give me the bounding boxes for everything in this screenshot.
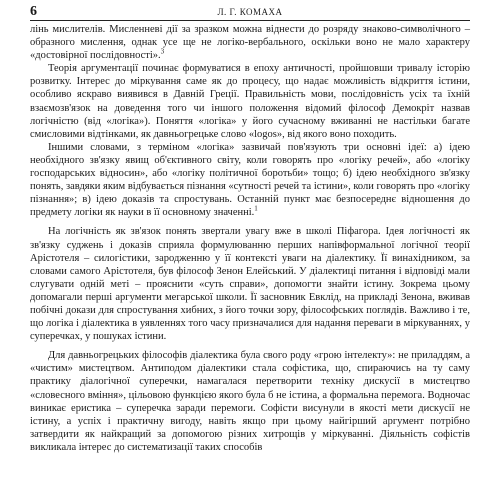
paragraph-text: Іншими словами, з терміном «логіка» зазвичай пов'язують три основні ідеї: а) ідею необхідного зв'язку явищ об'єктивного світу, коли говорять про «логіку речей», або «логіку господарських відносин», або «логіку політичної боротьби» тощо; б) ідею необхідного зв'язку понять, завдяки яким відбувається пізнання «сутності речей та істини», коли говорять про «логіку пізнання»; в) ідею доказів та спростувань. Останній пункт має безпосереднє відношення до предмету логіки як науки в її основному значенні. <box>30 141 470 219</box>
paragraph-text: На логічність як зв'язок понять звертали увагу вже в школі Піфагора. Ідея логічності як зв'язку суджень і доказів сприяла формулюванню перших напівформальної логічної теорії Арістотеля – силогістики, зародженню у її контексті уваги на діалектику. Її винахідником, за словами самого Арістотеля, був філософ Зенон Елейський. У діалектиці питання і відповіді мали слугувати одній меті – прояснити «суть справи», допомогти знайти істину. Зокрема цьому допомагали перші аргументи мегарської школи. Її засновник Евклід, на прикладі Зенона, вживав побічні докази для спростування хибних, з його точки зору, філософських поглядів. Важливо і те, що логіка і діалектика в уявленнях того часу призначалися для надання переваги в міркуваннях, у суперечках, у пошуках істини. <box>30 226 470 343</box>
paragraph <box>30 349 470 454</box>
paragraph <box>30 62 470 141</box>
paragraph <box>30 225 470 343</box>
footnote-marker: 1 <box>254 204 258 213</box>
page-header <box>30 4 470 21</box>
paragraph-continued <box>30 23 470 62</box>
page-number: 6 <box>30 4 37 19</box>
footnote-marker: 3 <box>160 47 165 56</box>
running-head: Л. Г. КОМАХА <box>217 7 283 17</box>
paragraph-text: лінь мислителів. Мисленневі дії за зразком можна віднести до розряду знаково-символічного – образного мислення, однак усе ще не логіко-вербального, оскільки воно не мало характеру «достовірної послідовності». <box>30 24 470 62</box>
paragraph-text: Теорія аргументації починає формуватися в епоху античності, пройшовши тривалу історію розвитку. Інтерес до міркування саме як до процесу, що надає можливість відкриття істини, особливо яскраво виявився в Давній Греції. Правильність мови, послідовність усіх та їхній взаємозв'язок на доведення того чи іншого положення відомий філософ Демокріт назвав логічністю (від «логіка»). Поняття «логіка» у його сучасному вживанні не настільки багате смисловими відтінками, як давньогрецьке слово «logos», від якого воно походить. <box>30 63 470 140</box>
paragraph <box>30 141 470 220</box>
paragraph-text: Для давньогрецьких філософів діалектика була свого роду «грою інтелекту»: не приладдям, а «чистим» мистецтвом. Антиподом діалектики стала софістика, що, спираючись на ту саму практику діалогічної суперечки, намагалася перетворити техніку дискусії в мистецтво «словесного вміння», цільовою функцією якого була б не істина, а формальна перемога. Водночас виникає еристика – суперечка заради перемоги. Софісти висунули в якості мети дискусії не істину, а успіх і практичну вигоду, навіть якщо при цьому найгірший аргумент потрібно затвердити як найкращий за допомогою різних хитрощів у міркуванні. Діяльність софістів викликала інтерес до систематизації таких способів <box>30 350 470 453</box>
body-text <box>30 23 470 454</box>
